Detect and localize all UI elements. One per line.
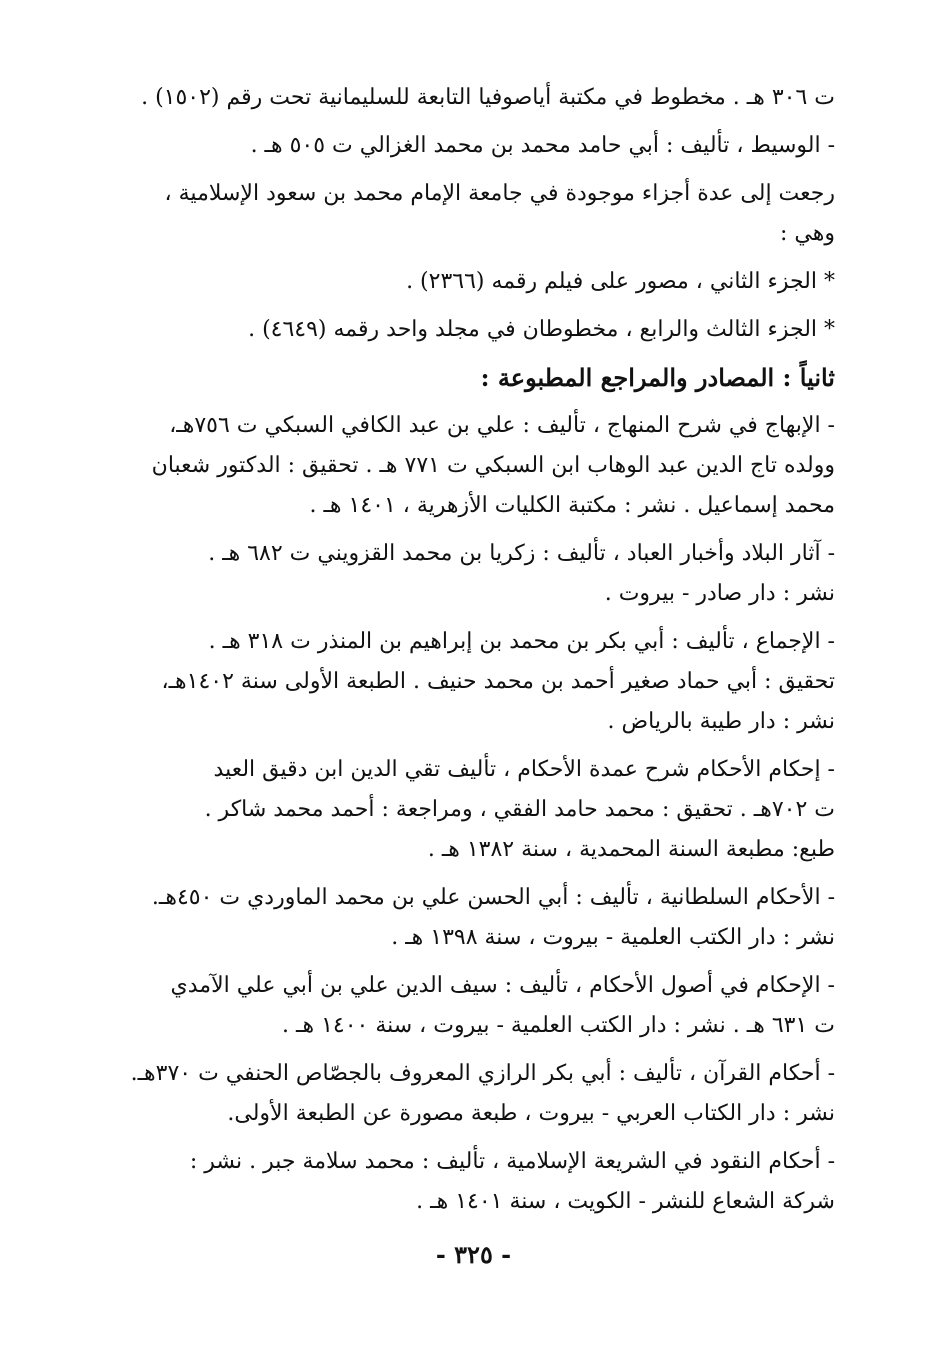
- text-line: ت ٦٣١ هـ . نشر : دار الكتب العلمية - بيروت ، سنة ١٤٠٠ هـ .: [282, 1013, 835, 1038]
- text-line: * الجزء الثالث والرابع ، مخطوطان في مجلد واحد رقمه (٤٦٤٩) .: [248, 317, 835, 342]
- text-line: نشر : دار صادر - بيروت .: [604, 581, 835, 606]
- entry-ihkam-alahkam: [96, 750, 835, 870]
- text-line: رجعت إلى عدة أجزاء موجودة في جامعة الإمام محمد بن سعود الإسلامية ،: [164, 181, 835, 206]
- entry-ihkam-usul: [96, 966, 835, 1046]
- entry-continuation: [96, 78, 835, 118]
- text-line: - الإحكام في أصول الأحكام ، تأليف : سيف الدين علي بن أبي علي الآمدي: [170, 973, 835, 998]
- text-line: - أحكام النقود في الشريعة الإسلامية ، تأليف : محمد سلامة جبر . نشر :: [189, 1149, 835, 1174]
- text-line: - أحكام القرآن ، تأليف : أبي بكر الرازي المعروف بالجصّاص الحنفي ت ٣٧٠هـ.: [130, 1061, 835, 1086]
- entry-wasit: [96, 126, 835, 166]
- text-line: محمد إسماعيل . نشر : مكتبة الكليات الأزهرية ، ١٤٠١ هـ .: [309, 493, 835, 518]
- text-line: طبع: مطبعة السنة المحمدية ، سنة ١٣٨٢ هـ .: [427, 837, 835, 862]
- entry-ibhaj: [96, 406, 835, 526]
- entry-ahkam-nuqud: [96, 1142, 835, 1222]
- text-line: نشر : دار الكتب العلمية - بيروت ، سنة ١٣٩٨ هـ .: [391, 925, 835, 950]
- entry-ahkam-sultaniya: [96, 878, 835, 958]
- bullet-item: [96, 310, 835, 350]
- text-line: تحقيق : أبي حماد صغير أحمد بن محمد حنيف . الطبعة الأولى سنة ١٤٠٢هـ،: [161, 669, 835, 694]
- text-line: ت ٧٠٢هـ . تحقيق : محمد حامد الفقي ، ومراجعة : أحمد محمد شاكر .: [204, 797, 835, 822]
- text-line: - إحكام الأحكام شرح عمدة الأحكام ، تأليف تقي الدين ابن دقيق العيد: [213, 757, 835, 782]
- bullet-item: [96, 262, 835, 302]
- text-line: شركة الشعاع للنشر - الكويت ، سنة ١٤٠١ هـ .: [416, 1189, 835, 1214]
- text-line: ت ٣٠٦ هـ . مخطوط في مكتبة أياصوفيا التابعة للسليمانية تحت رقم (١٥٠٢) .: [141, 85, 835, 110]
- text-line: - الوسيط ، تأليف : أبي حامد محمد بن محمد الغزالي ت ٥٠٥ هـ .: [250, 133, 835, 158]
- text-line: * الجزء الثاني ، مصور على فيلم رقمه (٢٣٦٦) .: [406, 269, 835, 294]
- section-heading: ثانياً : المصادر والمراجع المطبوعة :: [480, 363, 835, 392]
- entry-ahkam-quran: [96, 1054, 835, 1134]
- text-line: - الإبهاج في شرح المنهاج ، تأليف : علي بن عبد الكافي السبكي ت ٧٥٦هـ،: [169, 413, 835, 438]
- entry-athar: [96, 534, 835, 614]
- entry-ijma: [96, 622, 835, 742]
- text-line: - الأحكام السلطانية ، تأليف : أبي الحسن علي بن محمد الماوردي ت ٤٥٠هـ.: [151, 885, 835, 910]
- text-line: نشر : دار طيبة بالرياض .: [607, 709, 835, 734]
- entry-wasit-note: [96, 174, 835, 254]
- page-number: - ٣٢٥ -: [435, 1240, 512, 1269]
- text-line: نشر : دار الكتاب العربي - بيروت ، طبعة مصورة عن الطبعة الأولى.: [227, 1101, 835, 1126]
- text-line: وولده تاج الدين عبد الوهاب ابن السبكي ت ٧٧١ هـ . تحقيق : الدكتور شعبان: [151, 453, 835, 478]
- bibliography-text: [96, 78, 835, 1222]
- text-line: - آثار البلاد وأخبار العباد ، تأليف : زكريا بن محمد القزويني ت ٦٨٢ هـ .: [208, 541, 835, 566]
- text-line: وهي :: [780, 221, 835, 246]
- text-line: - الإجماع ، تأليف : أبي بكر بن محمد بن إبراهيم بن المنذر ت ٣١٨ هـ .: [208, 629, 835, 654]
